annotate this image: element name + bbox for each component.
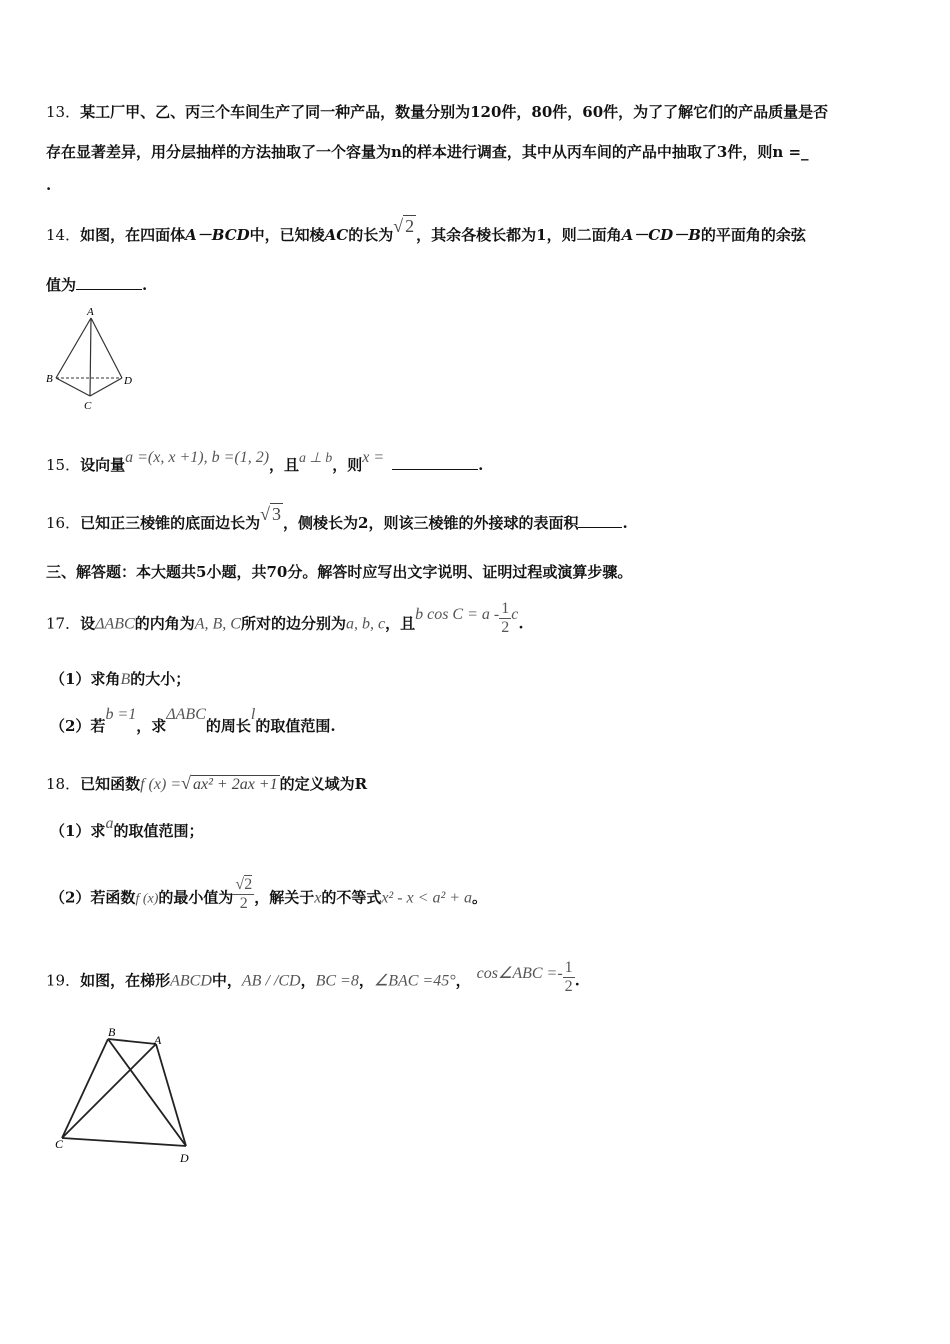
q18-line: 18．已知函数f (x) =√ ax² + 2ax +1 的定义域为R (46, 773, 368, 793)
q18-fraction: $\frac{√2}{2}$ (235, 876, 253, 912)
q19-trapezoid: ABCD (170, 972, 212, 990)
q13-text1: 某工厂甲、乙、丙三个车间生产了同一种产品，数量分别为120件，80件，60件，为了了解它们的产品质量是否 (80, 103, 829, 121)
q14-edge: AC (324, 226, 349, 244)
diagonal-ac (62, 1044, 156, 1138)
q14-line2: 值为 . (46, 276, 148, 294)
q18-inequality: x² - x < a² + a (381, 889, 473, 907)
q17-fraction: $\frac{1}{2}$ (501, 600, 510, 636)
q17-sides: a, b, c (345, 615, 386, 633)
q18-number: 18． (46, 775, 81, 793)
label-a: A (87, 306, 94, 318)
q15-x: x = (362, 449, 385, 466)
q14-sqrt: √ 2 (393, 216, 415, 236)
q18-sqrt: √ ax² + 2ax +1 (181, 773, 278, 793)
label-b: B (108, 1025, 116, 1039)
q17-part1: （1）求角B的大小； (50, 670, 191, 688)
side-ad (156, 1044, 186, 1146)
side-cd (62, 1138, 186, 1146)
side-ab (108, 1039, 156, 1044)
q13-line3: . (46, 176, 52, 194)
q19-fraction: $\frac{1}{2}$ (564, 959, 573, 995)
q17-triangle: ΔABC (95, 615, 135, 633)
q17-number: 17． (46, 614, 81, 633)
q14-line1: 14．如图，在四面体A－BCD中，已知棱AC的长为√ 2 ，其余各棱长都为1，则二面角A－CD－B的平面角的余弦 (46, 216, 806, 244)
q19-angle: ∠BAC =45° (373, 972, 456, 990)
q17-line: 17．设ΔABC的内角为A, B, C所对的边分别为a, b, c，且b cos C = a - $\frac{1}{2}$ c. (46, 600, 524, 636)
q16-sqrt: √ 3 (260, 504, 281, 524)
q19-bc: BC =8 (315, 972, 359, 990)
q13-line2: 存在显著差异，用分层抽样的方法抽取了一个容量为n的样本进行调查，其中从丙车间的产品中抽取了3件，则n =_ (46, 143, 809, 161)
q16-number: 16． (46, 514, 81, 532)
label-b: B (46, 373, 53, 385)
q15-vectors: a =(x, x +1), b =(1, 2) (125, 449, 270, 466)
q19-number: 19． (46, 971, 81, 990)
q15-line: 15．设向量a =(x, x +1), b =(1, 2)，且a ⊥ b，则x = . (46, 449, 484, 474)
q19-line: 19．如图，在梯形ABCD中，AB / /CD，BC =8，∠BAC =45°， cos∠ABC =- $\frac{1}{2}$ . (46, 959, 580, 995)
q14-tetrahedron: A－BCD (185, 226, 250, 244)
q17-angles: A, B, C (194, 615, 241, 633)
q19-parallel: AB / /CD (241, 972, 301, 990)
q14-dihedral: A－CD－B (621, 226, 701, 244)
q14-tetrahedron-figure (44, 302, 140, 414)
q18-function: f (x) = (140, 776, 182, 793)
q15-perp: a ⊥ b (299, 451, 333, 466)
label-c: C (55, 1137, 64, 1151)
label-c: C (84, 400, 92, 412)
q19-trapezoid-figure (50, 1024, 200, 1169)
label-d: D (124, 375, 132, 387)
label-a: A (154, 1033, 162, 1047)
q17-eq-right: c (511, 605, 519, 623)
edge-cd (90, 378, 122, 396)
label-d: D (180, 1151, 189, 1165)
section-3-heading: 三、解答题：本大题共5小题，共70分。解答时应写出文字说明、证明过程或演算步骤。 (46, 563, 633, 581)
q17-eq-left: b cos C = a - (415, 605, 500, 623)
q19-cos: cos∠ABC =- (476, 964, 563, 982)
q18-part2: （2）若函数f (x)的最小值为 $\frac{√2}{2}$ ，解关于x的不等式x² - x < a² + a。 (50, 876, 488, 912)
side-bc (62, 1039, 108, 1138)
q13-number: 13． (46, 103, 81, 121)
edge-ac (90, 318, 91, 396)
q16-line: 16．已知正三棱锥的底面边长为√ 3 ，侧棱长为2，则该三棱锥的外接球的表面积 . (46, 504, 628, 532)
edge-ad (91, 318, 122, 378)
q16-answer-blank[interactable] (578, 513, 622, 528)
q14-number: 14． (46, 226, 81, 244)
edge-ab (56, 318, 91, 378)
q18-part1: （1）求a的取值范围； (50, 815, 204, 840)
edge-bc (56, 378, 90, 396)
q15-answer-blank[interactable] (392, 455, 478, 470)
q15-number: 15． (46, 456, 81, 474)
diagonal-bd (108, 1039, 186, 1146)
q14-answer-blank[interactable] (76, 275, 142, 290)
q13-line1 (46, 101, 828, 122)
q17-part2: （2）若b =1，求ΔABC的周长l的取值范围. (50, 706, 336, 735)
